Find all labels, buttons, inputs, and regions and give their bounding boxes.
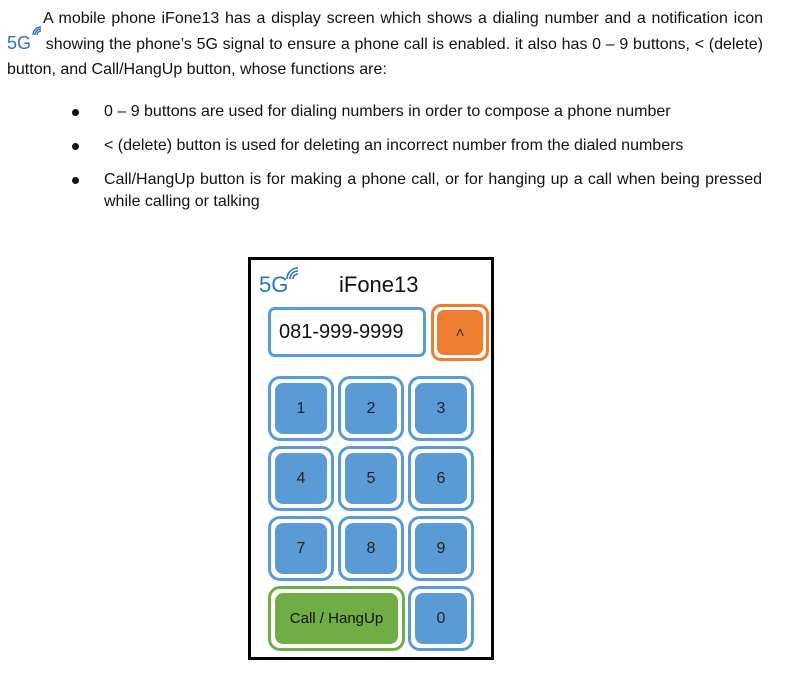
key-9-button[interactable] bbox=[408, 516, 474, 581]
intro-paragraph bbox=[7, 6, 763, 82]
key-1-button[interactable] bbox=[268, 376, 334, 441]
key-7-button[interactable] bbox=[268, 516, 334, 581]
dial-display: 081-999-9999 bbox=[268, 307, 426, 357]
key-label: 1 bbox=[296, 400, 306, 417]
list-item-text: < (delete) button is used for deleting an incorrect number from the dialed numbers bbox=[104, 137, 684, 154]
list-item-text: 0 – 9 buttons are used for dialing numbers in order to compose a phone number bbox=[104, 103, 671, 120]
call-hangup-label: Call / HangUp bbox=[289, 610, 384, 627]
list-item bbox=[0, 101, 762, 123]
signal-5g-icon-label: 5G bbox=[7, 33, 32, 53]
key-6-button[interactable] bbox=[408, 446, 474, 511]
wifi-waves-icon bbox=[31, 25, 43, 37]
key-label: 0 bbox=[436, 610, 446, 627]
key-0-button[interactable] bbox=[408, 586, 474, 651]
bullet-dot bbox=[72, 109, 79, 116]
function-list bbox=[0, 100, 800, 213]
key-2-button[interactable] bbox=[338, 376, 404, 441]
bullet-dot bbox=[72, 143, 79, 150]
list-item bbox=[0, 135, 762, 157]
phone-signal-label: 5G bbox=[259, 272, 289, 297]
delete-button-label: < bbox=[452, 328, 469, 337]
key-label: 8 bbox=[366, 540, 376, 557]
intro-text-end: showing the phone’s 5G signal to ensure a phone call is enabled. it also has 0 – 9 buttons, < (delete) button, and Call/HangUp button, whose functions are: bbox=[7, 36, 764, 78]
phone-title: iFone13 bbox=[339, 272, 419, 297]
key-label: 7 bbox=[296, 540, 306, 557]
key-label: 6 bbox=[436, 470, 446, 487]
key-label: 4 bbox=[296, 470, 306, 487]
key-label: 5 bbox=[366, 470, 376, 487]
phone-diagram bbox=[248, 257, 494, 660]
key-8-button[interactable] bbox=[338, 516, 404, 581]
key-5-button[interactable] bbox=[338, 446, 404, 511]
call-hangup-button[interactable] bbox=[268, 586, 405, 651]
key-4-button[interactable] bbox=[268, 446, 334, 511]
delete-button[interactable] bbox=[431, 304, 489, 361]
key-label: 2 bbox=[366, 400, 376, 417]
intro-text-start: A mobile phone iFone13 has a display screen which shows a dialing number and a notification icon bbox=[43, 10, 763, 27]
phone-wifi-waves-icon bbox=[285, 266, 301, 280]
list-item-text: Call/HangUp button is for making a phone call, or for hanging up a call when being pressed while calling or talking bbox=[104, 171, 762, 210]
key-3-button[interactable] bbox=[408, 376, 474, 441]
phone-signal-5g-icon bbox=[259, 272, 288, 298]
key-label: 3 bbox=[436, 400, 446, 417]
key-label: 9 bbox=[436, 540, 446, 557]
signal-5g-icon bbox=[7, 31, 41, 56]
bullet-dot bbox=[72, 177, 79, 184]
list-item bbox=[0, 169, 762, 213]
